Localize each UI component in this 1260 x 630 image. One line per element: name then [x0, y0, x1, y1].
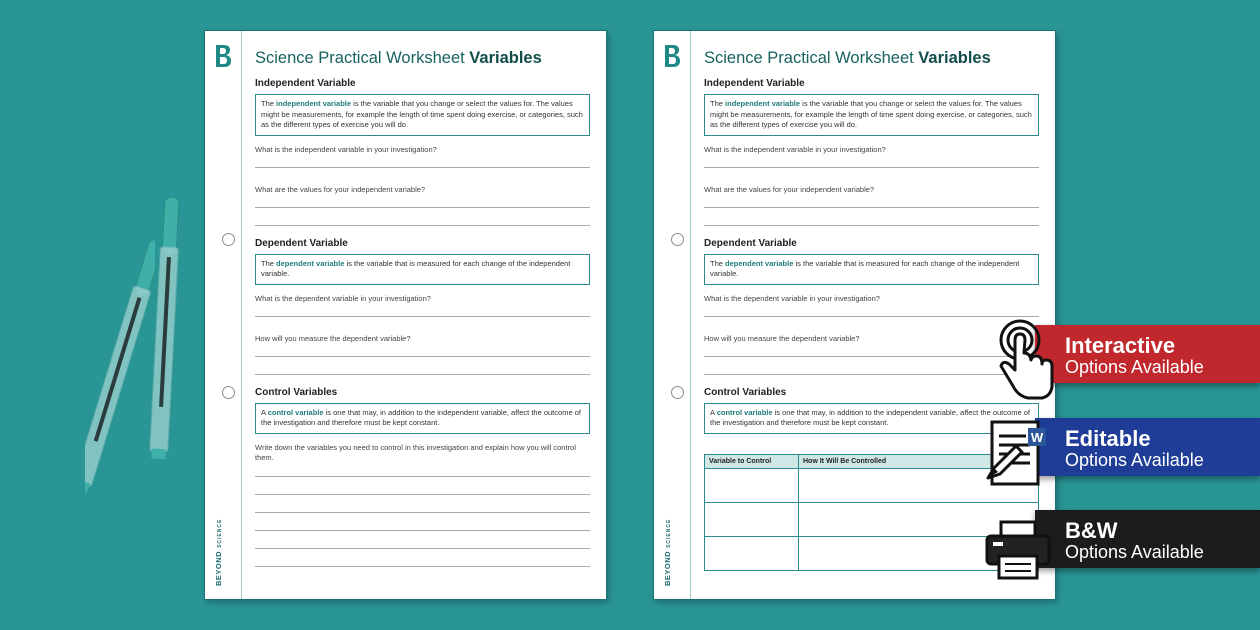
- margin-line: [690, 31, 691, 599]
- brand-label: BEYONDSCIENCE: [663, 518, 672, 586]
- worksheet-preview-left: [204, 30, 607, 600]
- answer-line: [704, 225, 1039, 226]
- answer-line: [255, 566, 590, 567]
- definition-box: The independent variable is the variable that you change or select the values for. The values might be measurements, for example the length of time spent doing exercise, or categories, such as the different types of exercise you will do.: [255, 94, 590, 136]
- answer-line: [255, 374, 590, 375]
- answer-line: [704, 167, 1039, 168]
- badge-title: Interactive: [1065, 333, 1176, 358]
- answer-line: [255, 316, 590, 317]
- word-document-icon: [986, 416, 1052, 494]
- question: What is the independent variable in your investigation?: [704, 144, 886, 154]
- answer-line: [255, 225, 590, 226]
- beyond-logo-icon: [662, 43, 682, 69]
- question: What is the independent variable in your investigation?: [255, 144, 437, 154]
- definition-box: The dependent variable is the variable that is measured for each change of the independent variable.: [255, 254, 590, 285]
- answer-line: [704, 374, 1039, 375]
- answer-line: [704, 316, 1039, 317]
- question: How will you measure the dependent variable?: [255, 333, 411, 343]
- answer-line: [255, 494, 590, 495]
- definition-box: A control variable is one that may, in addition to the independent variable, affect the outcome of the investigation and therefore must be kept constant.: [704, 403, 1039, 434]
- punch-hole: [671, 233, 684, 246]
- question: What are the values for your independent variable?: [255, 184, 426, 194]
- badge-subtitle: Options Available: [1065, 542, 1204, 562]
- section-heading: Independent Variable: [255, 78, 356, 89]
- section-heading: Control Variables: [255, 386, 338, 398]
- editable-options-badge[interactable]: [1035, 418, 1260, 476]
- section-heading: Dependent Variable: [704, 237, 797, 249]
- answer-line: [255, 512, 590, 513]
- punch-hole: [671, 386, 684, 399]
- bw-options-badge[interactable]: [1035, 510, 1260, 568]
- answer-line: [255, 207, 590, 208]
- interactive-options-badge[interactable]: [1035, 325, 1260, 383]
- brand-label: BEYONDSCIENCE: [214, 518, 223, 586]
- margin-line: [241, 31, 242, 599]
- pen-right: [140, 195, 190, 470]
- question: What are the values for your independent variable?: [704, 184, 875, 194]
- badge-title: B&W: [1065, 518, 1118, 543]
- section-heading: Independent Variable: [704, 78, 805, 89]
- punch-hole: [222, 386, 235, 399]
- question: What is the dependent variable in your investigation?: [704, 293, 880, 303]
- answer-line: [255, 476, 590, 477]
- section-heading: Dependent Variable: [255, 237, 348, 249]
- question: Write down the variables you need to control in this investigation and explain how you will control them.: [255, 442, 576, 462]
- answer-line: [255, 548, 590, 549]
- badge-subtitle: Options Available: [1065, 450, 1204, 470]
- worksheet-title: Science Practical Worksheet Variables: [255, 49, 542, 67]
- answer-line: [704, 356, 1039, 357]
- answer-line: [255, 167, 590, 168]
- printer-icon: [983, 520, 1053, 582]
- badge-title: Editable: [1065, 426, 1151, 451]
- answer-line: [704, 207, 1039, 208]
- question: How will you measure the dependent variable?: [704, 333, 860, 343]
- definition-box: A control variable is one that may, in addition to the independent variable, affect the outcome of the investigation and therefore must be kept constant.: [255, 403, 590, 434]
- hand-tap-icon: [996, 318, 1058, 408]
- punch-hole: [222, 233, 235, 246]
- question: What is the dependent variable in your investigation?: [255, 293, 431, 303]
- definition-box: The independent variable is the variable that you change or select the values for. The values might be measurements, for example the length of time spent doing exercise, or categories, such as the different types of exercise you will do.: [704, 94, 1039, 136]
- worksheet-preview-right: [653, 30, 1056, 600]
- beyond-logo-icon: [213, 43, 233, 69]
- table-header: Variable to Control: [705, 454, 799, 468]
- svg-text:W: W: [1030, 430, 1044, 445]
- badge-subtitle: Options Available: [1065, 357, 1204, 377]
- answer-line: [255, 530, 590, 531]
- worksheet-title: Science Practical Worksheet Variables: [704, 49, 991, 67]
- definition-box: The dependent variable is the variable that is measured for each change of the independent variable.: [704, 254, 1039, 285]
- answer-line: [255, 356, 590, 357]
- section-heading: Control Variables: [704, 386, 787, 398]
- table-header: How It Will Be Controlled: [799, 454, 1039, 468]
